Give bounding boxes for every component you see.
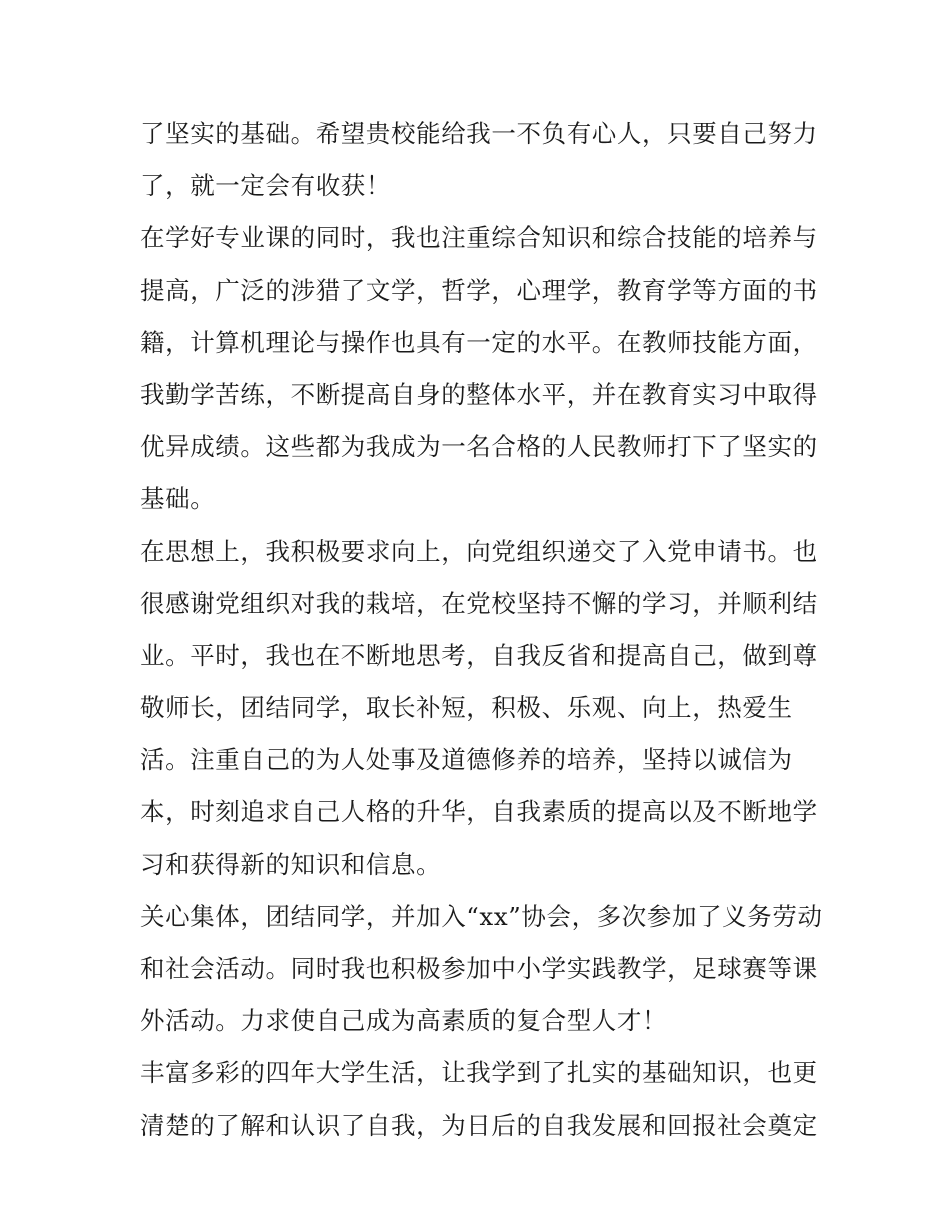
- text-line: 籍，计算机理论与操作也具有一定的水平。在教师技能方面，: [140, 327, 818, 357]
- text-line: 在思想上，我积极要求向上，向党组织递交了入党申请书。也: [140, 536, 818, 566]
- text-line: 基础。: [140, 484, 216, 514]
- body-text: [140, 108, 830, 1152]
- text-line: 和社会活动。同时我也积极参加中小学实践教学，足球赛等课: [140, 954, 818, 983]
- text-line: 习和获得新的知识和信息。: [140, 849, 442, 879]
- text-line: 丰富多彩的四年大学生活，让我学到了扎实的基础知识，也更: [140, 1058, 818, 1088]
- text-line: 清楚的了解和认识了自我，为日后的自我发展和回报社会奠定: [140, 1110, 818, 1140]
- text-line: 了，就一定会有收获！: [140, 171, 391, 201]
- text-line: 敬师长，团结同学，取长补短，积极、乐观、向上，热爱生: [140, 693, 793, 723]
- text-line: 提高，广泛的涉猎了文学，哲学，心理学，教育学等方面的书: [140, 275, 818, 305]
- text-line: 优异成绩。这些都为我成为一名合格的人民教师打下了坚实的: [140, 432, 818, 462]
- text-line: 关心集体，团结同学，并加入“xx”协会，多次参加了义务劳动: [140, 901, 823, 931]
- text-line: 活。注重自己的为人处事及道德修养的培养，坚持以诚信为: [140, 745, 793, 775]
- text-line: 外活动。力求使自己成为高素质的复合型人才！: [140, 1006, 668, 1036]
- text-line: 业。平时，我也在不断地思考，自我反省和提高自己，做到尊: [140, 640, 818, 670]
- text-line: 很感谢党组织对我的栽培，在党校坚持不懈的学习，并顺利结: [140, 588, 818, 618]
- text-line: 了坚实的基础。希望贵校能给我一不负有心人，只要自己努力: [140, 119, 818, 148]
- text-line: 本，时刻追求自己人格的升华，自我素质的提高以及不断地学: [140, 797, 818, 827]
- text-line: 在学好专业课的同时，我也注重综合知识和综合技能的培养与: [140, 223, 818, 253]
- text-line: 我勤学苦练，不断提高自身的整体水平，并在教育实习中取得: [140, 379, 818, 409]
